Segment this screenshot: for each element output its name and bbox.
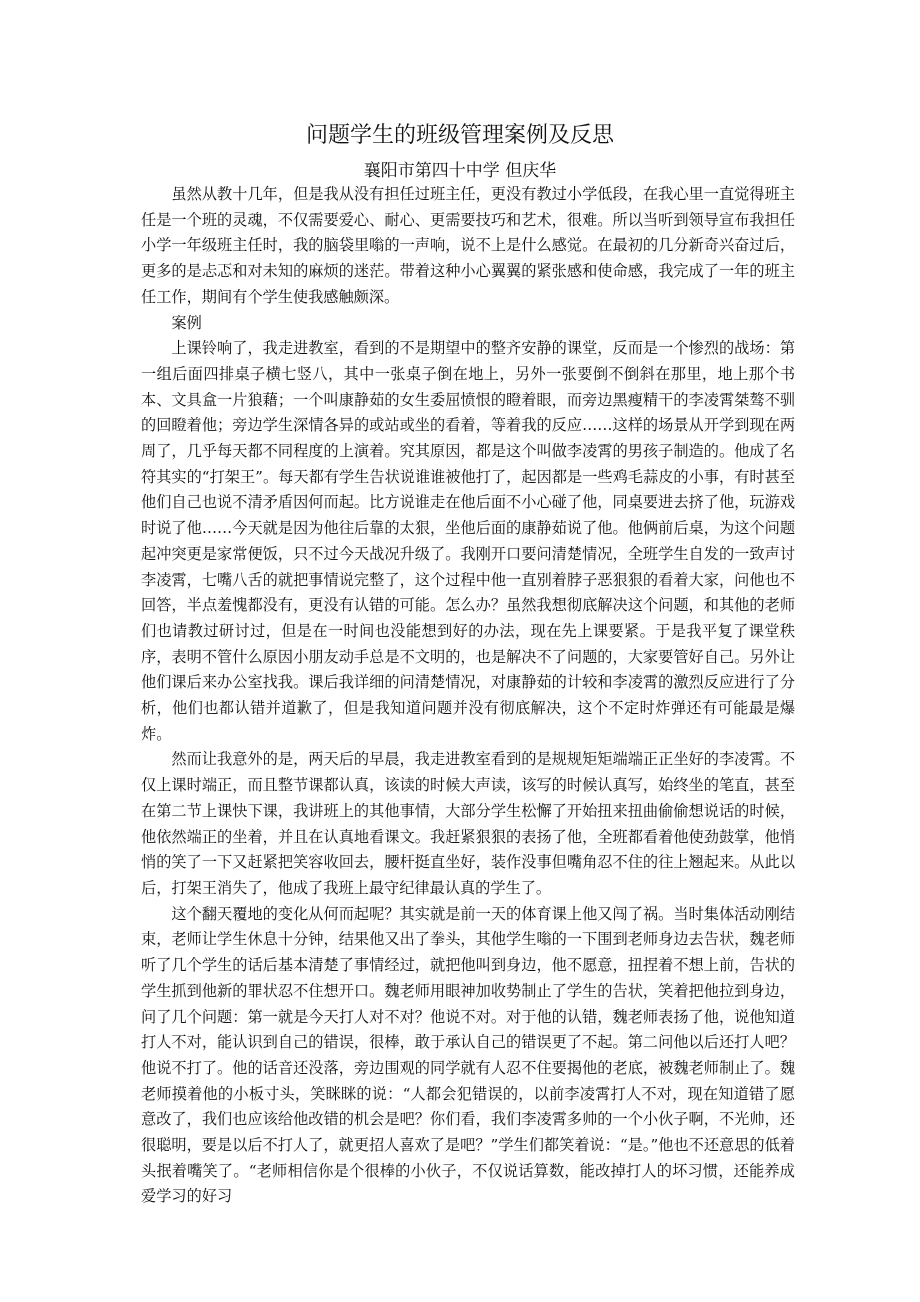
paragraph-change: 然而让我意外的是，两天后的早晨，我走进教室看到的是规规矩矩端端正正坐好的李凌霄。不仅上课时端正，而且整节课都认真，该读的时候大声读，该写的时候认真写，始终坐的笔直，甚至在第二节上课快下课，我讲班上的其他事情，大部分学生松懈了开始扭来扭曲偷偷想说话的时候，他依然端正的坐着，并且在认真地看课文。我赶紧狠狠的表扬了他，全班都看着他使劲鼓掌，他悄悄的笑了一下又赶紧把笑容收回去，腰杆挺直坐好，装作没事但嘴角忍不住的往上翘起来。从此以后，打架王消失了，他成了我班上最守纪律最认真的学生了。: [141, 750, 795, 897]
paragraph-case-scene: 上课铃响了，我走进教室，看到的不是期望中的整齐安静的课堂，反而是一个惨烈的战场：第一组后面四排桌子横七竖八，其中一张桌子倒在地上，另外一张要倒不倒斜在那里，地上那个书本、文具盒一片狼藉；一个叫康静茹的女生委屈愤恨的瞪着眼，而旁边黑瘦精干的李凌霄桀骜不驯的回瞪着他；旁边学生深情各异的或站或坐的看着，等着我的反应……这样的场景从开学到现在两周了，几乎每天都不同程度的上演着。究其原因，都是这个叫做李凌霄的男孩子制造的。他成了名符其实的“打架王”。每天都有学生告状说谁谁被他打了，起因都是一些鸡毛蒜皮的小事，有时甚至他们自己也说不清矛盾因何而起。比方说谁走在他后面不小心碰了他，同桌要进去挤了他，玩游戏时说了他……今天就是因为他往后靠的太狠，坐他后面的康静茹说了他。他俩前后桌，为这个问题起冲突更是家常便饭，只不过今天战况升级了。我刚开口要问清楚情况，全班学生自发的一致声讨李凌霄，七嘴八舌的就把事情说完整了，这个过程中他一直别着脖子恶狠狠的看着大家，问他也不回答，半点羞愧都没有，更没有认错的可能。怎么办？虽然我想彻底解决这个问题，和其他的老师们也请教过研讨过，但是在一时间也没能想到好的办法，现在先上课要紧。于是我平复了课堂秩序，表明不管什么原因小朋友动手总是不文明的，也是解决不了问题的，大家要管好自己。另外让他们课后来办公室找我。课后我详细的问清楚情况，对康静茹的计较和李凌霄的激烈反应进行了分析，他们也都认错并道歉了，但是我知道问题并没有彻底解决，这个不定时炸弹还有可能最是爆炸。: [141, 339, 795, 743]
paragraph-cause: 这个翻天覆地的变化从何而起呢？其实就是前一天的体育课上他又闯了祸。当时集体活动刚结束，老师让学生休息十分钟，结果他又出了拳头，其他学生嗡的一下围到老师身边去告状，魏老师听了几个学生的话后基本清楚了事情经过，就把他叫到身边，他不愿意，扭捏着不想上前，告状的学生抓到他新的罪状忍不住想开口。魏老师用眼神加收势制止了学生的告状，笑着把他拉到身边，问了几个问题：第一就是今天打人对不对？他说不对。对于他的认错，魏老师表扬了他，说他知道打人不对，能认识到自己的错误，很棒，敢于承认自己的错误更了不起。第二问他以后还打人吧？他说不打了。他的话音还没落，旁边围观的同学就有人忍不住要揭他的老底，被魏老师制止了。魏老师摸着他的小板寸头，笑眯眯的说：“人都会犯错误的，以前李凌霄打人不对，现在知道错了愿意改了，我们也应该给他改错的机会是吧？你们看，我们李凌霄多帅的一个小伙子啊，不光帅，还很聪明，要是以后不打人了，就更招人喜欢了是吧？”学生们都笑着说：“是。”他也不还意思的低着头抿着嘴笑了。“老师相信你是个很棒的小伙子，不仅说话算数，能改掉打人的坏习惯，还能养成爱学习的好习: [141, 904, 795, 1206]
paragraph-intro: 虽然从教十几年，但是我从没有担任过班主任，更没有教过小学低段，在我心里一直觉得班主任是一个班的灵魂，不仅需要爱心、耐心、更需要技巧和艺术，很难。所以当听到领导宣布我担任小学一年级班主任时，我的脑袋里嗡的一声响，说不上是什么感觉。在最初的几分新奇兴奋过后，更多的是忐忑和对未知的麻烦的迷茫。带着这种小心翼翼的紧张感和使命感，我完成了一年的班主任工作，期间有个学生使我感触颇深。: [141, 185, 795, 306]
document-author: 襄阳市第四十中学 但庆华: [363, 161, 557, 181]
document-title: 问题学生的班级管理案例及反思: [305, 123, 614, 148]
document-body: [141, 182, 795, 1210]
section-heading-case: 案例: [171, 313, 202, 332]
